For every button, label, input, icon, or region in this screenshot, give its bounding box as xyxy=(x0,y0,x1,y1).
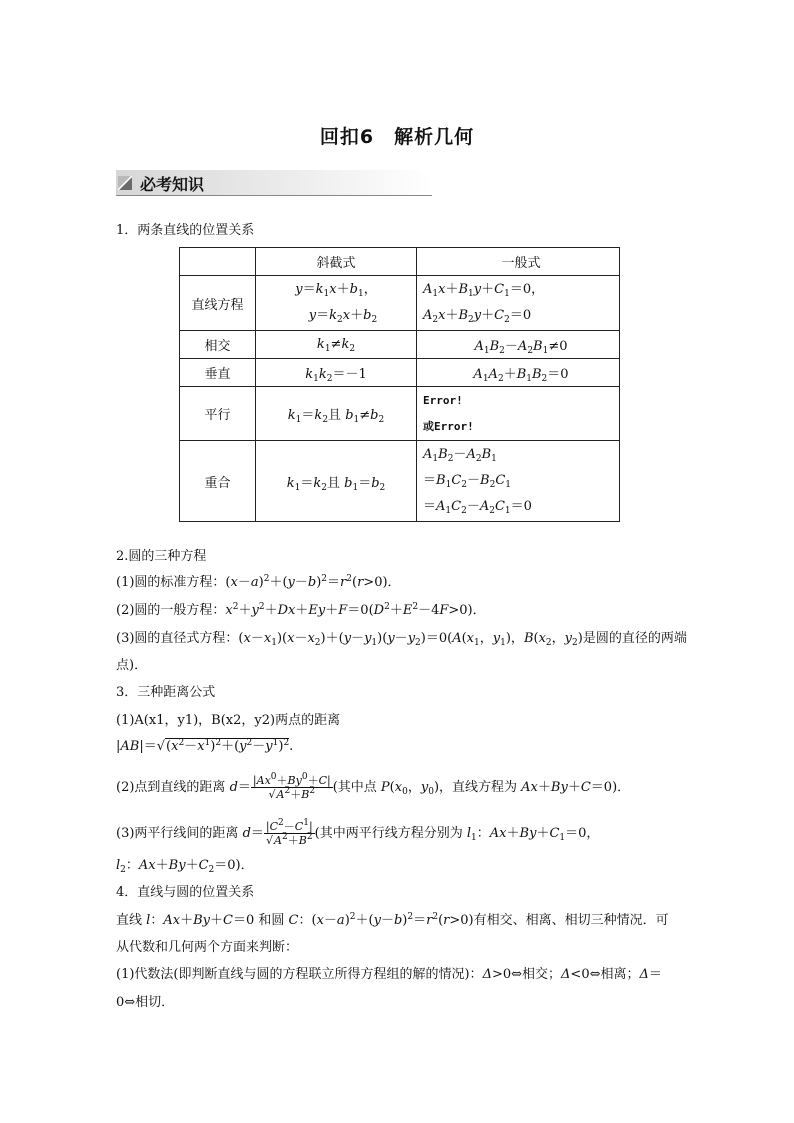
general-form-cell: $A_1B_2-A_2B_1$ $=B_1C_2-B_2C_1$ $=A_1C_2-A_2C_1=0$ xyxy=(417,441,620,522)
table-row-parallel xyxy=(180,387,620,441)
s3-parallel-line-distance: (3)两平行线间的距离 d＝ $\frac{|C^2-C^1|}{√A^2+B^2}$ (其中两平行线方程分别为 $l_1$：$Ax+By+C_1=0$， xyxy=(116,818,600,847)
table-header-empty xyxy=(180,248,256,276)
label: (2)圆的一般方程： xyxy=(116,603,226,618)
error-text: Error! xyxy=(423,393,463,407)
table-row-coincide xyxy=(180,441,620,522)
s3-heading: 3．三种距离公式 xyxy=(116,685,216,700)
slope-form-cell: $k_1=k_2$且 $b_1\ne b_2$ xyxy=(256,387,417,441)
text: ，直线方程为 xyxy=(439,780,518,795)
table-row-perpendicular xyxy=(180,359,620,387)
text: ⇔相交； xyxy=(511,967,562,982)
text: (其中两平行线方程分别为 xyxy=(314,826,463,841)
text: 有相交、相离、相切三种情况．可 xyxy=(473,913,669,928)
fraction: $\frac{|Ax^0+By^0+C|}{√A^2+B^2}$ xyxy=(252,772,331,801)
text: (1)代数法(即判断直线与圆的方程联立所得方程组的解的情况)： xyxy=(116,967,483,982)
fraction: $\frac{|C^2-C^1|}{√A^2+B^2}$ xyxy=(265,818,313,847)
slope-form-cell: $k_1\ne k_2$ xyxy=(256,331,417,359)
section-title: 必考知识 xyxy=(140,175,205,194)
general-form-cell: $A_1x+B_1y+C_1=0$， $A_2x+B_2y+C_2=0$ xyxy=(417,276,620,331)
s4-intro: 直线 l：Ax＋By＋C＝0 和圆 C：$(x-a)^2+(y-b)^2=r^2(r>0)$有相交、相离、相切三种情况．可 xyxy=(116,912,669,928)
table-header-general: 一般式 xyxy=(417,248,620,276)
section-header xyxy=(116,170,432,197)
s3-point-line-distance: (2)点到直线的距离 d＝ $\frac{|Ax^0+By^0+C|}{√A^2+B^2}$ (其中点 $P(x_0$，$y_0$)，直线方程为 Ax＋By＋C＝0)． xyxy=(116,772,631,801)
label: (2)点到直线的距离 xyxy=(116,780,226,795)
page-title: 回扣6 解析几何 xyxy=(319,126,475,148)
row-label: 平行 xyxy=(180,387,256,441)
slope-form-cell: $k_1k_2=-1$ xyxy=(256,359,417,387)
table-header-slope: 斜截式 xyxy=(256,248,417,276)
s4-algebraic-method-cont: 0⇔相切． xyxy=(116,995,175,1010)
text: 和圆 xyxy=(258,913,285,928)
s2-diameter-end: 点)． xyxy=(116,658,148,673)
general-form-cell xyxy=(417,387,620,441)
s3-distance-formula: $|AB|=√(x^2-x^1)^2+(y^2-y^1)^2$. xyxy=(116,738,294,754)
s1-heading: 1．两条直线的位置关系 xyxy=(116,223,255,238)
row-label: 重合 xyxy=(180,441,256,522)
table-row-intersect xyxy=(180,331,620,359)
label: (3)两平行线间的距离 xyxy=(116,826,239,841)
text: ⇔相离； xyxy=(589,967,640,982)
s2-standard-equation: (1)圆的标准方程：$(x-a)^2+(y-b)^2=r^2(r>0)$． xyxy=(116,574,401,590)
s2-heading: 2.圆的三种方程 xyxy=(116,549,207,564)
s2-general-equation: (2)圆的一般方程：$x^2+y^2+Dx+Ey+F=0(D^2+E^2-4F>0)$． xyxy=(116,602,486,618)
text: 是圆的直径的两端 xyxy=(582,631,687,646)
s2-diameter-equation: (3)圆的直径式方程：$(x-x_1)(x-x_2)+(y-y_1)(y-y_2)=0(A(x_1$，$y_1$)，$B(x_2$，$y_2$)是圆的直径的两端 xyxy=(116,631,687,648)
triangle-marker-icon xyxy=(118,176,132,190)
s3-parallel-line-cont: $l_2$：$Ax+By+C_2=0$)． xyxy=(116,858,254,875)
slope-form-cell: $k_1=k_2$且 $b_1=b_2$ xyxy=(256,441,417,522)
section-header-underline xyxy=(116,195,432,196)
row-label: 相交 xyxy=(180,331,256,359)
table-row-equation xyxy=(180,276,620,331)
line-relationship-table xyxy=(179,247,620,522)
s4-heading: 4．直线与圆的位置关系 xyxy=(116,885,255,900)
error-text: 或Error! xyxy=(423,419,474,433)
text: ⇔相切． xyxy=(124,995,175,1010)
text: 直线 xyxy=(116,913,143,928)
label: (1)圆的标准方程： xyxy=(116,575,226,590)
general-form-cell: $A_1B_2-A_2B_1\ne 0$ xyxy=(417,331,620,359)
s4-intro-cont: 从代数和几何两个方面来判断： xyxy=(116,940,299,955)
slope-form-cell: $y=k_1x+b_1$， $y=k_2x+b_2$ xyxy=(256,276,417,331)
text: (其中点 xyxy=(332,780,377,795)
s4-algebraic-method: (1)代数法(即判断直线与圆的方程联立所得方程组的解的情况)：Δ>0⇔相交；Δ<0⇔相离；Δ＝ xyxy=(116,967,662,982)
s3-two-point-distance: (1)A(x1，y1)，B(x2，y2)两点的距离 xyxy=(116,713,341,728)
label: (3)圆的直径式方程： xyxy=(116,631,239,646)
row-label: 垂直 xyxy=(180,359,256,387)
table-header-row xyxy=(180,248,620,276)
row-label: 直线方程 xyxy=(180,276,256,331)
general-form-cell: $A_1A_2+B_1B_2=0$ xyxy=(417,359,620,387)
